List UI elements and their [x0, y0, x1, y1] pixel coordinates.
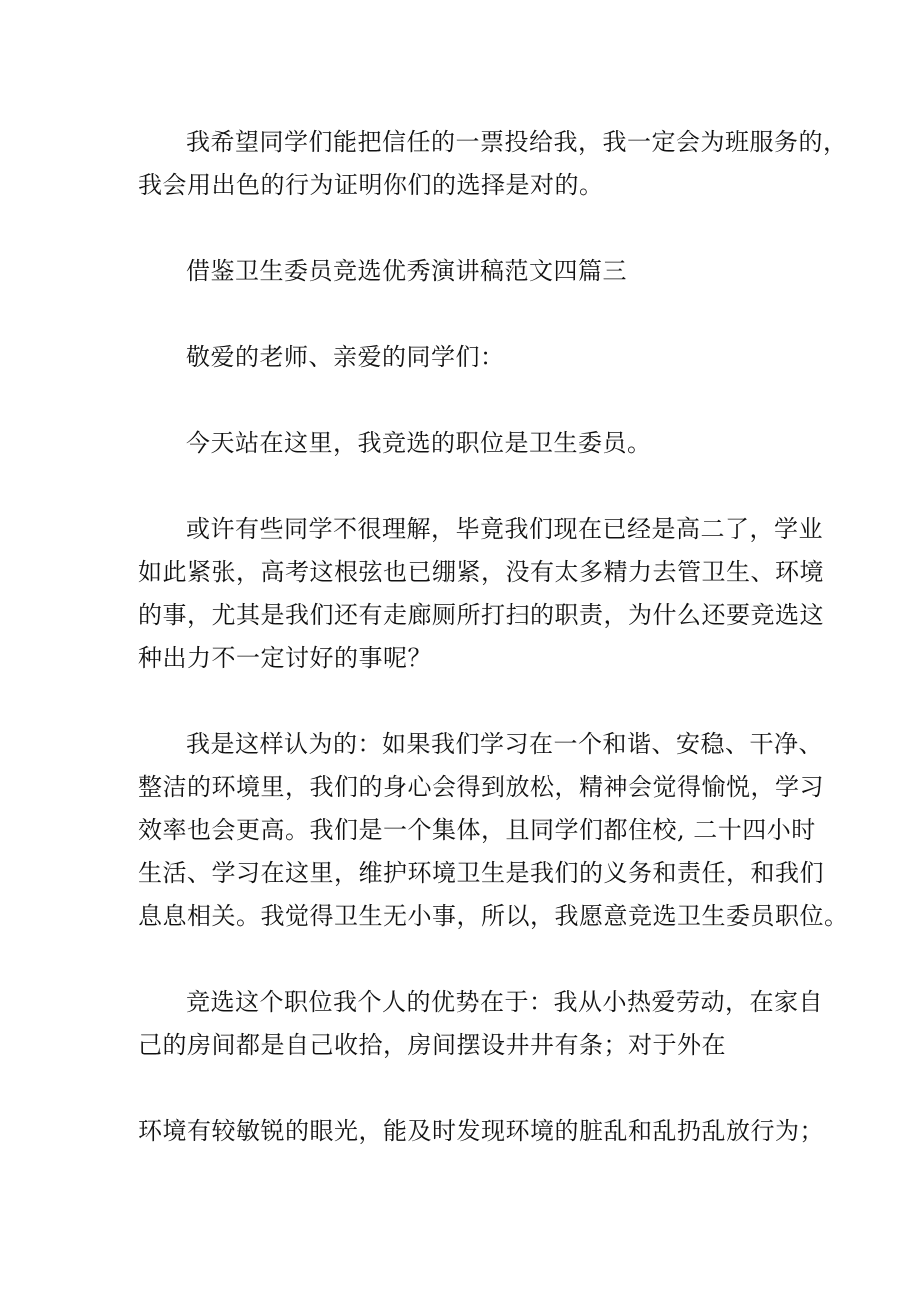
paragraph-4-line-2: 己的房间都是自己收拾，房间摆设井井有条；对于外在 — [138, 1031, 726, 1059]
paragraph-2-line-3: 的事，尤其是我们还有走廊厕所打扫的职责，为什么还要竞选这 — [138, 601, 824, 629]
paragraph-2-line-1: 或许有些同学不很理解，毕竟我们现在已经是高二了，学业 — [186, 515, 823, 543]
paragraph-3-line-3: 效率也会更高。我们是一个集体，且同学们都住校, 二十四小时 — [138, 816, 816, 844]
paragraph-2-line-2: 如此紧张，高考这根弦也已绷紧，没有太多精力去管卫生、环境 — [138, 558, 824, 586]
paragraph-2-line-4: 种出力不一定讨好的事呢？ — [138, 644, 432, 672]
paragraph-1-line-2: 我会用出色的行为证明你们的选择是对的。 — [138, 171, 604, 199]
section-heading: 借鉴卫生委员竞选优秀演讲稿范文四篇三 — [186, 257, 627, 285]
paragraph-3-line-5: 息息相关。我觉得卫生无小事，所以，我愿意竞选卫生委员职位。 — [138, 902, 849, 930]
paragraph-1-line-1: 我希望同学们能把信任的一票投给我，我一定会为班服务的， — [186, 128, 848, 156]
paragraph-4-line-1: 竞选这个职位我个人的优势在于：我从小热爱劳动，在家自 — [186, 988, 823, 1016]
paragraph-3-line-4: 生活、学习在这里，维护环境卫生是我们的义务和责任，和我们 — [138, 859, 824, 887]
paragraph-intro-line-1: 今天站在这里，我竞选的职位是卫生委员。 — [186, 429, 652, 457]
paragraph-3-line-1: 我是这样认为的：如果我们学习在一个和谐、安稳、干净、 — [186, 730, 823, 758]
paragraph-5-line-1: 环境有较敏锐的眼光，能及时发现环境的脏乱和乱扔乱放行为； — [138, 1117, 824, 1145]
salutation: 敬爱的老师、亲爱的同学们： — [186, 343, 505, 371]
paragraph-3-line-2: 整洁的环境里，我们的身心会得到放松，精神会觉得愉悦，学习 — [138, 773, 824, 801]
